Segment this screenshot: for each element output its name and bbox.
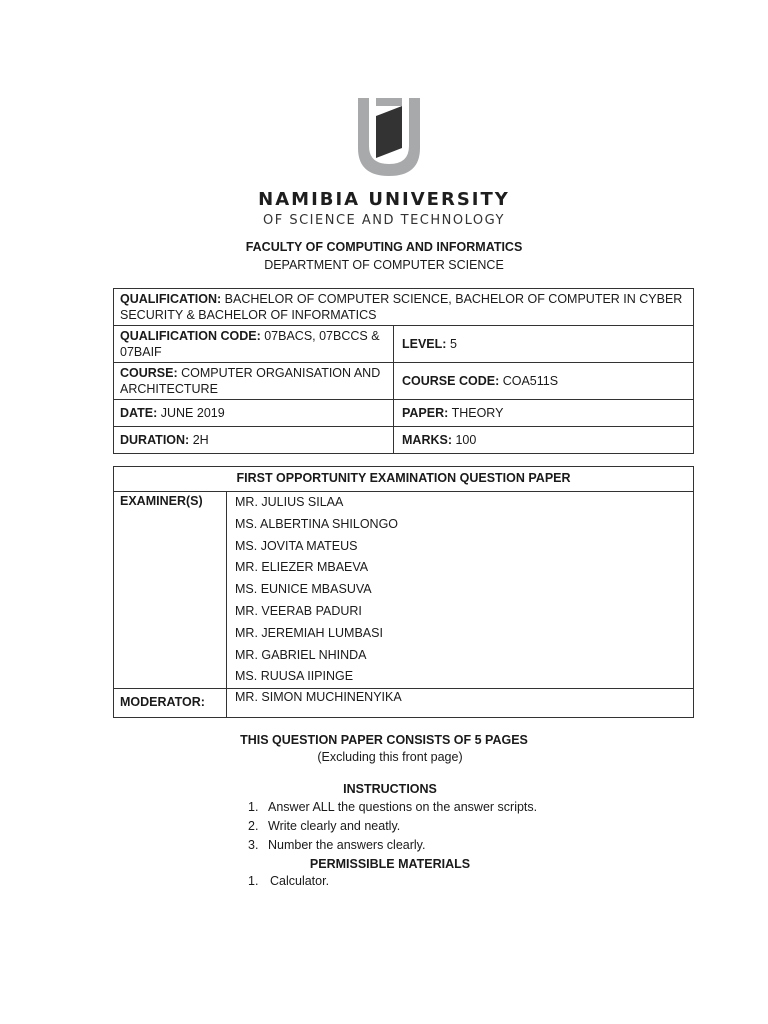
instructions-heading: INSTRUCTIONS	[343, 782, 437, 796]
faculty-name: FACULTY OF COMPUTING AND INFORMATICS	[245, 240, 523, 254]
qualification-code-label: QUALIFICATION CODE:	[120, 329, 261, 343]
qualification-code-cell	[114, 326, 394, 363]
examiner-name: MR. JEREMIAH LUMBASI	[235, 625, 383, 640]
table-row	[114, 467, 694, 492]
paper-cell	[394, 400, 694, 427]
materials-list	[248, 874, 329, 888]
examiners-table	[113, 466, 694, 718]
list-item: 2. Write clearly and neatly.	[248, 819, 401, 833]
examiners-list	[227, 492, 694, 689]
level-value: 5	[449, 337, 457, 351]
page-count-note: THIS QUESTION PAPER CONSISTS OF 5 PAGES	[240, 733, 528, 747]
qualification-value: BACHELOR OF COMPUTER SCIENCE, BACHELOR OF COMPUTER IN CYBER SECURITY & BACHELOR OF INFORMATICS	[120, 292, 683, 322]
qualification-label: QUALIFICATION:	[120, 292, 222, 306]
paper-label: PAPER:	[402, 406, 449, 420]
date-value: JUNE 2019	[160, 406, 225, 420]
course-code-label: COURSE CODE:	[402, 374, 500, 388]
course-cell	[114, 363, 394, 400]
exam-paper-title: FIRST OPPORTUNITY EXAMINATION QUESTION PAPER	[114, 467, 694, 492]
level-label: LEVEL:	[402, 337, 447, 351]
instructions-list	[248, 798, 537, 855]
table-row	[114, 492, 694, 689]
list-item: 3. Number the answers clearly.	[248, 838, 426, 852]
examiner-name: MR. ELIEZER MBAEVA	[235, 560, 369, 575]
university-name: NAMIBIA UNIVERSITY	[258, 189, 510, 210]
course-value: COMPUTER ORGANISATION AND ARCHITECTURE	[120, 366, 381, 396]
level-cell	[394, 326, 694, 363]
duration-label: DURATION:	[120, 433, 190, 447]
course-code-cell	[394, 363, 694, 400]
table-row	[114, 400, 694, 427]
qualification-code-value: 07BACS, 07BCCS & 07BAIF	[120, 329, 380, 359]
examiner-name: MS. EUNICE MBASUVA	[235, 582, 372, 597]
examiner-name: MR. VEERAB PADURI	[235, 603, 362, 618]
examiner-name: MS. RUUSA IIPINGE	[235, 669, 354, 684]
university-logo-icon	[354, 94, 424, 180]
table-row	[114, 689, 694, 718]
examiner-name: MS. ALBERTINA SHILONGO	[235, 516, 399, 531]
exam-info-table	[113, 288, 694, 454]
duration-cell	[114, 427, 394, 454]
table-row	[114, 363, 694, 400]
excluding-note: (Excluding this front page)	[317, 750, 463, 764]
examiner-name: MR. GABRIEL NHINDA	[235, 647, 367, 662]
table-row	[114, 427, 694, 454]
duration-value: 2H	[192, 433, 209, 447]
course-code-value: COA511S	[502, 374, 559, 388]
paper-value: THEORY	[451, 406, 504, 420]
department-name: DEPARTMENT OF COMPUTER SCIENCE	[264, 258, 504, 272]
list-item: 1. Answer ALL the questions on the answer scripts.	[248, 800, 538, 814]
marks-value: 100	[455, 433, 477, 447]
qualification-cell	[114, 289, 694, 326]
university-subtitle: OF SCIENCE AND TECHNOLOGY	[263, 213, 505, 228]
marks-label: MARKS:	[402, 433, 452, 447]
course-label: COURSE:	[120, 366, 178, 380]
materials-heading: PERMISSIBLE MATERIALS	[309, 857, 471, 871]
list-item: 1. Calculator.	[248, 874, 330, 888]
table-row	[114, 289, 694, 326]
marks-cell	[394, 427, 694, 454]
date-label: DATE:	[120, 406, 158, 420]
examiner-name: MS. JOVITA MATEUS	[235, 538, 358, 553]
date-cell	[114, 400, 394, 427]
table-row	[114, 326, 694, 363]
moderator-name: MR. SIMON MUCHINENYIKA	[227, 689, 694, 718]
moderator-label: MODERATOR:	[114, 689, 227, 718]
examiners-label: EXAMINER(S)	[114, 492, 227, 689]
examiner-name: MR. JULIUS SILAA	[235, 495, 344, 509]
